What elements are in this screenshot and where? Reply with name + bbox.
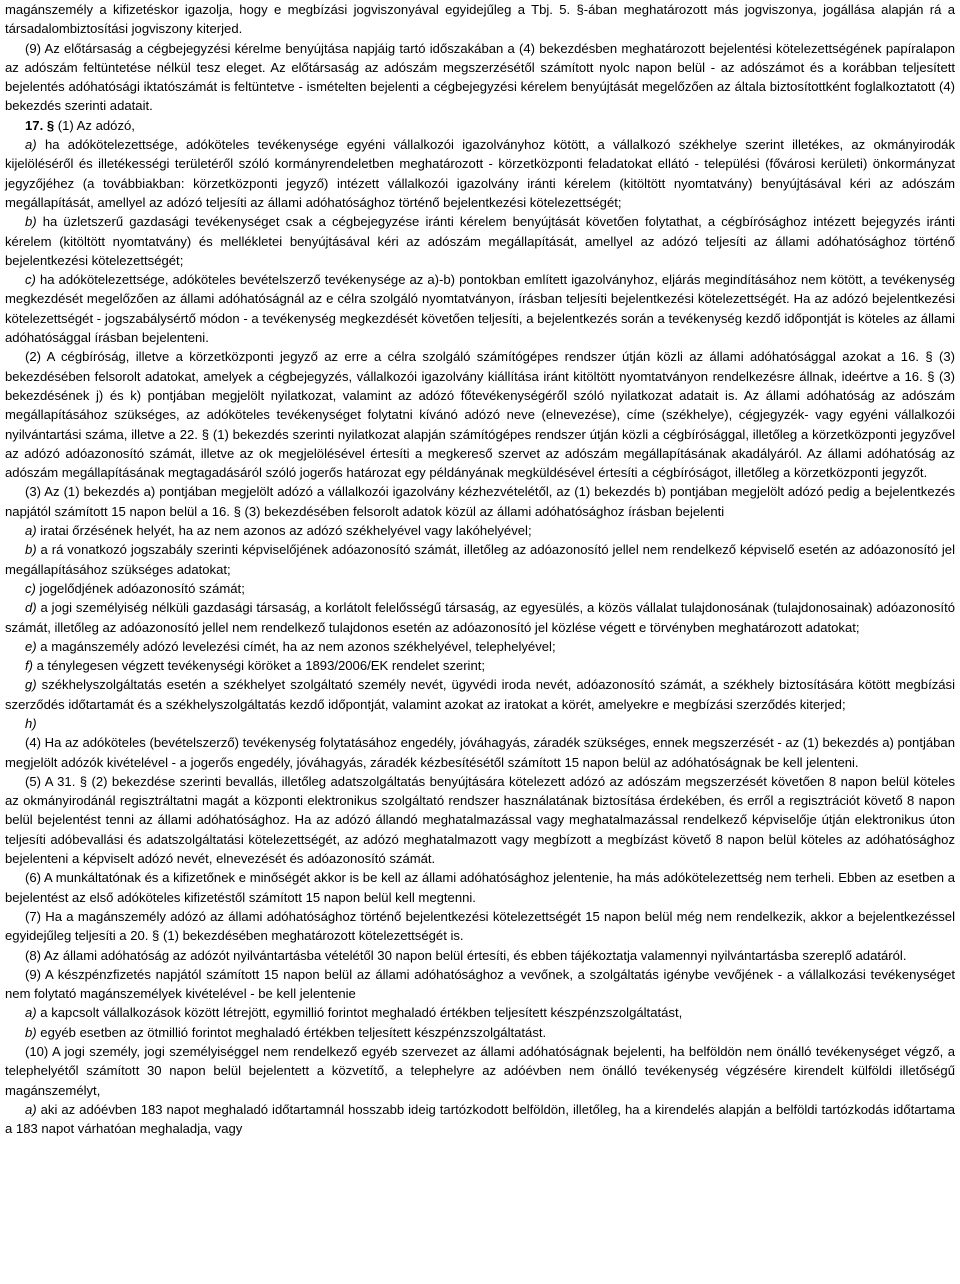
- list-item: c) jogelődjének adóazonosító számát;: [25, 580, 245, 596]
- paragraph: (2) A cégbíróság, illetve a körzetközponti jegyző az erre a célra szolgáló számítógépes rendszer útján közli az állami adóhatósággal azokat a 16. § (3) bekezdésében felsorolt adatokat, amelyek a cégbejegyzés, vállalkozói igazolvány kiállítása iránt kitöltött nyomtatványon rendelkezésre állnak, ideértve a 16. § (3) bekezdésének j) és k) pontjában megjelölt nyilatkozat, valamint az adózó főtevékenységéről szóló nyilatkozat adatait is. Az állami adóhatóság az adószám megállapításához szükséges, az adóköteles tevékenységet folytatni kívánó adózó neve (elnevezése), címe (székhelye), cégjegyzék- vagy egyéni vállalkozói nyilvántartási száma, illetve a 22. § (1) bekezdés szerinti nyilatkozat alapján számítógépes rendszer útján közli a cégbírósággal, illetőleg a körzetközponti jegyzővel az adózó adóazonosító számát, illetve az ok megjelölésével értesíti a megkereső szervet az adószám megállapításának akadályáról. Az állami adóhatóság az adószám megállapításának megtagadásáról szóló jogerős határozat egy példányának megküldésével értesíti a cégbíróságot, illetőleg a körzetközponti jegyzőt.: [5, 349, 955, 481]
- list-item: a) a kapcsolt vállalkozások között létrejött, egymillió forintot meghaladó értékben teljesített készpénzszolgáltatást,: [25, 1005, 683, 1021]
- section-heading: 17. § (1) Az adózó,: [25, 117, 135, 133]
- document-body: [5, 0, 955, 1139]
- list-item: g) székhelyszolgáltatás esetén a székhelyet szolgáltató személy nevét, ügyvédi iroda nevét, adóazonosító számát, a székhely biztosítására kötött megbízási szerződés időtartamát és a székhelyszolgáltatás kezdő időpontját, valamint azokat az iratokat a körét, amelyekre e megbízási szerződés kiterjed;: [5, 677, 955, 712]
- list-item: d) a jogi személyiség nélküli gazdasági társaság, a korlátolt felelősségű társaság, az egyesülés, a közös vállalat tulajdonosának (tulajdonosainak) adóazonosító számát, illetőleg az adóazonosító jellel nem rendelkező tulajdonos esetén az adóazonosító jel közlése végett e törvényben meghatározott adatokat;: [5, 600, 955, 635]
- paragraph: (5) A 31. § (2) bekezdése szerinti bevallás, illetőleg adatszolgáltatás benyújtására kötelezett adózó az adószám megszerzését követően 8 napon belül köteles az okmányirodánál regisztráltatni magát a központi elektronikus szolgáltató rendszer használatának biztosítása érdekében, és erről a regisztrációt követő 8 napon belül bejelentést tenni az állami adóhatósághoz. Ha az adózó állandó meghatalmazással vagy meghatalmazással rendelkező képviselője útján elektronikus úton teljesíti adóbevallási és adatszolgáltatási kötelezettségét, az adózó meghatalmazott vagy megbízott a megbízást követő 8 napon belül köteles az adóhatósághoz bejelenteni a képviselt adózó nevét, elnevezését és adóazonosító számát.: [5, 773, 955, 867]
- paragraph: (4) Ha az adóköteles (bevételszerző) tevékenység folytatásához engedély, jóváhagyás, záradék szükséges, ennek megszerzését - az (1) bekezdés a) pontjában megjelölt adózók kivételével - a jogerős engedély, jóváhagyás, záradék kézbesítésétől számított 15 napon belül az adóhatóságnak be kell jelenteni.: [5, 735, 955, 770]
- paragraph: (8) Az állami adóhatóság az adózót nyilvántartásba vételétől 30 napon belül értesíti, és ebben tájékoztatja valamennyi nyilvántartásba szereplő adatáról.: [25, 947, 907, 963]
- section-number: 17. §: [25, 117, 55, 133]
- list-item: c) ha adókötelezettsége, adóköteles bevételszerző tevékenysége az a)-b) pontokban említett igazolványhoz, eljárás megindításához nem kötött, a tevékenység megkezdését megelőzően az állami adóhatóságnál az e célra szolgáló nyomtatványon, írásban teljesíti bejelentkezési kötelezettségét. Ha az adózó bejelentkezési kötelezettségét - jogszabálysértő módon - a tevékenység megkezdését követően teljesíti, a bejelentkezés során a tevékenység kezdő időpontját is köteles az állami adóhatósággal írásban bejelenteni.: [5, 272, 955, 346]
- paragraph: (10) A jogi személy, jogi személyiséggel nem rendelkező egyéb szervezet az állami adóhatóságnak bejelenti, ha belföldön nem önálló tevékenységet végző, a telephelyétől számított 30 napon belül bejelentett a közvetítő, a telephelyre az adóévben nem önálló tevékenység végzésére kirendelt külföldi illetőségű magánszemélyt,: [5, 1044, 955, 1098]
- list-item: f) a ténylegesen végzett tevékenységi köröket a 1893/2006/EK rendelet szerint;: [25, 658, 486, 674]
- list-item: b) egyéb esetben az ötmillió forintot meghaladó értékben teljesített készpénzszolgáltatást.: [25, 1024, 547, 1040]
- list-item: a) aki az adóévben 183 napot meghaladó időtartamnál hosszabb ideig tartózkodott belföldön, illetőleg, ha a kirendelés alapján a belföldi tartózkodás időtartama a 183 napot várhatóan meghaladja, vagy: [5, 1101, 955, 1137]
- paragraph: (7) Ha a magánszemély adózó az állami adóhatósághoz történő bejelentkezési kötelezettségét 15 napon belül még nem rendelkezik, akkor a bejelentkezéssel egyidejűleg teljesíti a 20. § (1) bekezdésében meghatározott kötelezettségét is.: [5, 908, 955, 944]
- paragraph: (9) A készpénzfizetés napjától számított 15 napon belül az állami adóhatósághoz a vevőnek, a szolgáltatás igénybe vevőjének - a vállalkozási tevékenységet nem folytató magánszemélyek kivételével - be kell jelentenie: [5, 966, 955, 1002]
- list-item: b) ha üzletszerű gazdasági tevékenységet csak a cégbejegyzése iránti kérelem benyújtását követően folytathat, a cégbírósághoz intézett bejegyzés iránti kérelem (kitöltött nyomtatvány) és mellékletei benyújtásával kéri az adószám megállapítását, amellyel az adózó teljesíti az állami adóhatósághoz történő bejelentkezési kötelezettségét;: [5, 214, 955, 268]
- list-item: e) a magánszemély adózó levelezési címét, ha az nem azonos székhelyével, telephelyével;: [25, 638, 556, 654]
- list-item: h): [25, 715, 37, 731]
- list-item: b) a rá vonatkozó jogszabály szerinti képviselőjének adóazonosító számát, illetőleg az adóazonosító jellel nem rendelkező képviselő esetén az adóazonosító jel megállapításához szükséges adatokat;: [5, 542, 955, 577]
- paragraph: (9) Az előtársaság a cégbejegyzési kérelme benyújtása napjáig tartó időszakában a (4) bekezdésben meghatározott bejelentési kötelezettségének papíralapon az adószám feltüntetése nélkül tesz eleget. Az előtársaság az adószám megszerzésétől számított nyolc napon belül - az adószámot és a korábban teljesített bejelentés adóhatósági iktatószámát is feltüntetve - ismételten bejelenti a cégbejegyzési kérelem benyújtását megelőzően az általa biztosítottként foglalkoztatott (4) bekezdés szerinti adatait.: [5, 40, 955, 114]
- paragraph: (3) Az (1) bekezdés a) pontjában megjelölt adózó a vállalkozói igazolvány kézhezvételétől, az (1) bekezdés b) pontjában megjelölt adózó pedig a bejelentkezés napjától számított 15 napon belül a 16. § (3) bekezdésében felsorolt adatok közül az állami adóhatósághoz írásban bejelenti: [5, 484, 955, 519]
- paragraph: (6) A munkáltatónak és a kifizetőnek e minőségét akkor is be kell az állami adóhatósághoz jelentenie, ha más adókötelezettség nem terheli. Ebben az esetben a bejelentést az első adóköteles kifizetéstől számított 15 napon belül kell megtenni.: [5, 870, 955, 905]
- list-item: a) ha adókötelezettsége, adóköteles tevékenysége egyéni vállalkozói igazolványhoz kötött, a vállalkozó székhelye szerint illetékes, az okmányirodák kijelöléséről és illetékességi területéről szóló kormányrendeletben meghatározott - körzetközponti feladatokat ellátó - települési (fővárosi kerületi) önkormányzat jegyzőjéhez (a továbbiakban: körzetközponti jegyző) intézett vállalkozói igazolvány iránti kérelem (kitöltött nyomtatvány) benyújtásával kéri az adószám megállapítását, amellyel az adózó teljesíti az állami adóhatósághoz történő bejelentkezési kötelezettségét;: [5, 137, 955, 210]
- list-item: a) iratai őrzésének helyét, ha az nem azonos az adózó székhelyével vagy lakóhelyével;: [25, 523, 532, 539]
- paragraph: magánszemély a kifizetéskor igazolja, hogy e megbízási jogviszonyával egyidejűleg a Tbj. 5. §-ában meghatározott más jogviszonya, jogállása alapján rá a társadalombiztosítási jogviszony kiterjed.: [5, 2, 955, 37]
